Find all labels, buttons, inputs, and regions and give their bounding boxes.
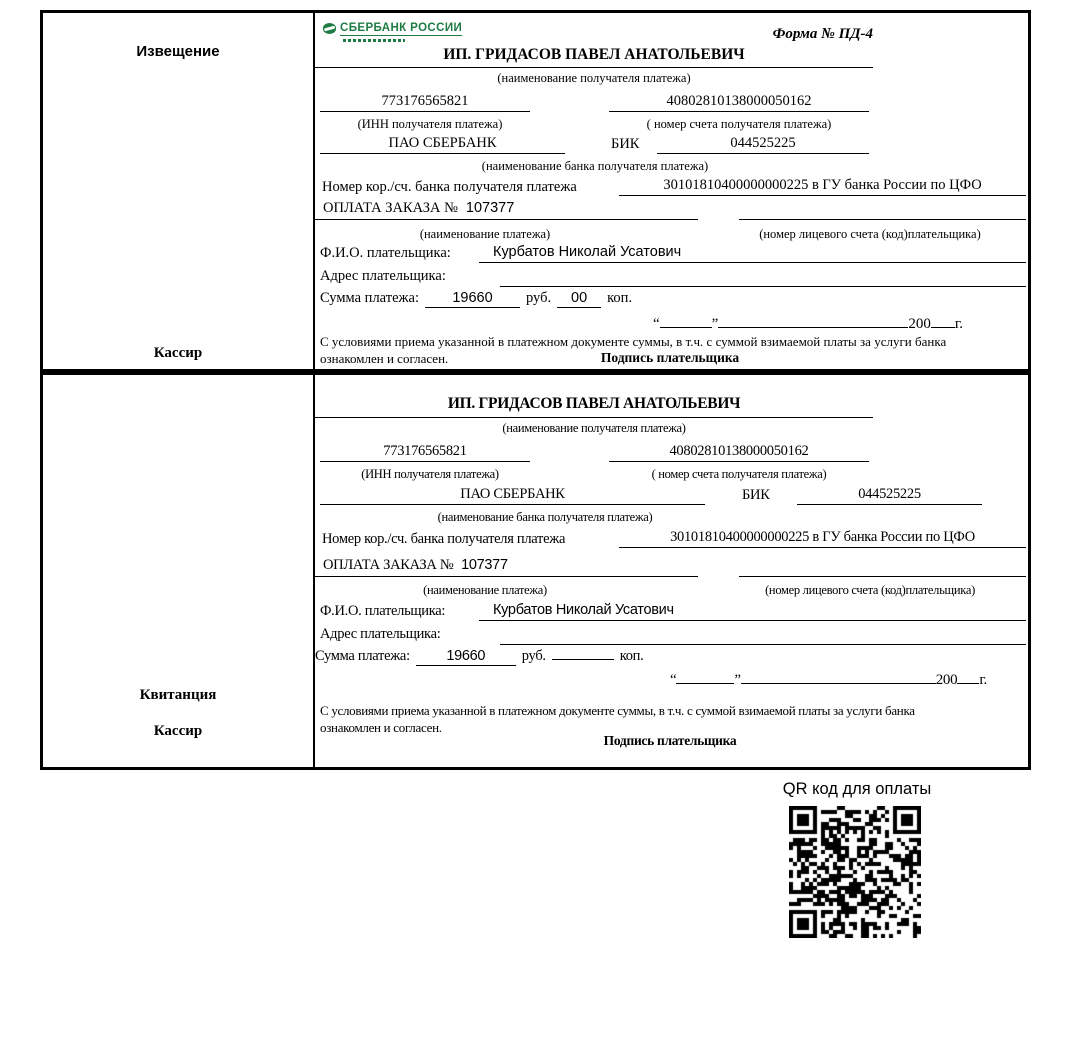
date-month-blank	[741, 668, 936, 684]
year-prefix: 200	[935, 672, 958, 688]
form-number: Форма № ПД-4	[772, 26, 873, 42]
kop-label: коп.	[607, 290, 633, 306]
account-value: 40802810138000050162	[609, 442, 869, 462]
bik-value: 044525225	[657, 134, 869, 154]
sum-value: 19660	[425, 290, 520, 308]
corr-account-label: Номер кор./сч. банка получателя платежа	[322, 531, 566, 547]
payment-purpose	[315, 199, 698, 220]
date-month-blank	[718, 312, 908, 328]
inn-value: 773176565821	[320, 442, 530, 462]
year-suffix: г.	[954, 316, 964, 332]
rub-label: руб.	[526, 290, 552, 306]
agreement-text-1: С условиями приема указанной в платежном документе суммы, в т.ч. с суммой взимаемой платы за услуги банка	[320, 334, 947, 349]
personal-account-underline	[739, 576, 1026, 577]
personal-account-underline	[739, 219, 1026, 220]
agreement-text-2: ознакомлен и согласен.	[320, 351, 449, 366]
notice-side-title: Извещение	[136, 43, 220, 60]
payer-name-label: Ф.И.О. плательщика:	[320, 603, 446, 619]
quote-open: “	[670, 672, 677, 688]
payer-name-value: Курбатов Николай Усатович	[479, 599, 1026, 621]
payee-name: ИП. ГРИДАСОВ ПАВЕЛ АНАТОЛЬЕВИЧ	[447, 395, 741, 412]
sberbank-logo-text: СБЕРБАНК РОССИИ	[340, 22, 463, 35]
quote-close: ”	[711, 316, 719, 332]
year-prefix: 200	[908, 316, 931, 332]
kop-value	[552, 658, 614, 660]
purpose-hint: (наименование платежа)	[423, 583, 547, 597]
bik-value: 044525225	[797, 485, 982, 505]
payee-underline	[315, 67, 873, 68]
payee-hint: (наименование получателя платежа)	[497, 71, 691, 85]
receipt-section	[40, 372, 1031, 770]
inn-hint: (ИНН получателя платежа)	[361, 467, 499, 481]
payee-name: ИП. ГРИДАСОВ ПАВЕЛ АНАТОЛЬЕВИЧ	[443, 46, 745, 63]
inn-hint: (ИНН получателя платежа)	[357, 117, 503, 131]
year-suffix: г.	[979, 672, 987, 688]
corr-account-value: 30101810400000000225 в ГУ банка России по ЦФО	[619, 528, 1026, 548]
bank-hint: (наименование банка получателя платежа)	[481, 159, 709, 173]
year-blank	[931, 312, 955, 328]
payer-address-label: Адрес плательщика:	[320, 626, 441, 642]
agreement-text-1: С условиями приема указанной в платежном документе суммы, в т.ч. с суммой взимаемой платы за услуги банка	[320, 703, 915, 718]
payment-purpose	[315, 556, 698, 577]
receipt-side-cell	[43, 375, 315, 767]
account-hint: ( номер счета получателя платежа)	[646, 117, 832, 131]
quote-close: ”	[734, 672, 741, 688]
corr-account-label: Номер кор./сч. банка получателя платежа	[322, 179, 577, 195]
sum-value: 19660	[416, 648, 516, 666]
receipt-side-title: Квитанция	[139, 687, 217, 703]
bik-label: БИК	[611, 136, 640, 152]
payer-name-value: Курбатов Николай Усатович	[479, 241, 1026, 263]
payee-hint: (наименование получателя платежа)	[502, 421, 686, 435]
payment-sum-row	[315, 648, 643, 666]
notice-form-area	[315, 13, 1028, 369]
receipt-cashier-label: Кассир	[153, 723, 203, 739]
sberbank-logo-tagline	[343, 39, 405, 42]
notice-cashier-label: Кассир	[153, 345, 203, 361]
payee-underline	[315, 417, 873, 418]
date-row	[670, 668, 987, 689]
sum-label: Сумма платежа:	[320, 290, 419, 306]
payer-signature-label: Подпись плательщика	[603, 733, 737, 748]
inn-value: 773176565821	[320, 92, 530, 112]
payer-address-underline	[500, 286, 1026, 287]
account-hint: ( номер счета получателя платежа)	[651, 467, 827, 481]
bank-hint: (наименование банка получателя платежа)	[437, 510, 653, 524]
notice-side-cell	[43, 13, 315, 369]
date-row	[653, 312, 963, 333]
account-value: 40802810138000050162	[609, 92, 869, 112]
payment-sum-row	[320, 290, 632, 308]
purpose-hint: (наименование платежа)	[419, 227, 551, 241]
sberbank-logo	[323, 19, 462, 42]
bank-name: ПАО СБЕРБАНК	[320, 134, 565, 154]
notice-section	[40, 10, 1031, 372]
sberbank-logo-icon	[323, 23, 336, 34]
date-day-blank	[676, 668, 734, 684]
rub-label: руб.	[521, 648, 546, 664]
payment-qr-code	[789, 806, 921, 938]
corr-account-value: 30101810400000000225 в ГУ банка России по ЦФО	[619, 176, 1026, 196]
bik-label: БИК	[742, 487, 770, 503]
kop-label: коп.	[619, 648, 644, 664]
personal-account-hint: (номер лицевого счета (код)плательщика)	[765, 583, 975, 597]
payment-purpose-value: 107377	[461, 557, 508, 573]
sum-label: Сумма платежа:	[315, 648, 410, 664]
receipt-form-area	[315, 375, 1028, 767]
payment-purpose-label: ОПЛАТА ЗАКАЗА №	[323, 200, 458, 216]
year-blank	[957, 668, 979, 684]
bank-name: ПАО СБЕРБАНК	[320, 485, 705, 505]
payer-signature-label: Подпись плательщика	[600, 350, 740, 365]
quote-open: “	[653, 316, 660, 332]
agreement-text-2: ознакомлен и согласен.	[320, 720, 442, 735]
payer-address-underline	[500, 644, 1026, 645]
kop-value: 00	[557, 290, 601, 308]
payment-purpose-value: 107377	[465, 200, 515, 216]
personal-account-hint: (номер лицевого счета (код)плательщика)	[759, 227, 981, 241]
payer-name-label: Ф.И.О. плательщика:	[320, 245, 451, 261]
date-day-blank	[660, 312, 712, 328]
payer-address-label: Адрес плательщика:	[320, 268, 446, 284]
payment-purpose-label: ОПЛАТА ЗАКАЗА №	[323, 557, 454, 573]
qr-caption: QR код для оплаты	[782, 780, 932, 798]
